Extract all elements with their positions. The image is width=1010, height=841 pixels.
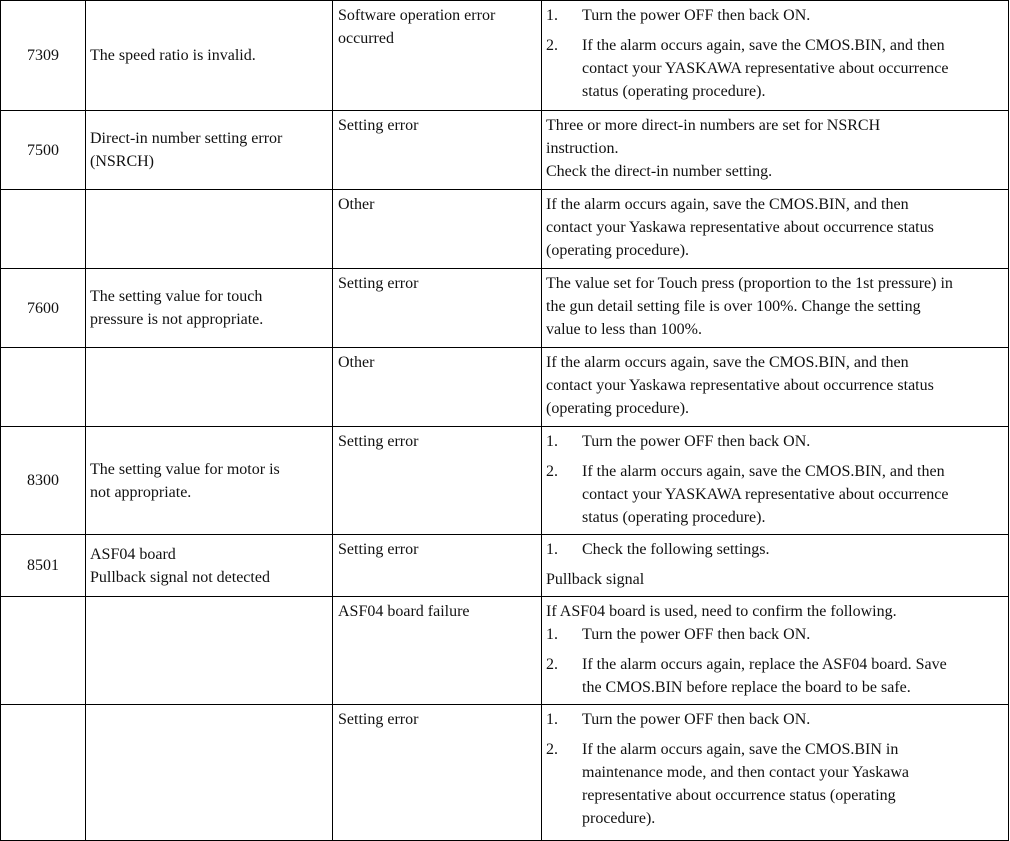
message-line: The setting value for touch [90, 288, 263, 305]
step-text: contact your YASKAWA representative about occurrence [582, 486, 949, 503]
table-row [1, 705, 1009, 841]
remedy-line: The value set for Touch press (proportion to the 1st pressure) in [546, 275, 953, 292]
remedy-line: If the alarm occurs again, save the CMOS.BIN, and then [546, 196, 909, 213]
remedy-step [546, 623, 1006, 646]
step-number: 2. [546, 37, 558, 54]
message-line: Pullback signal not detected [90, 568, 270, 586]
alarm-remedy [542, 190, 1009, 269]
alarm-code [1, 705, 86, 841]
table-row [1, 597, 1009, 705]
alarm-message [86, 427, 333, 535]
alarm-message [86, 190, 333, 269]
alarm-code [1, 190, 86, 269]
message-line: Direct-in number setting error [90, 130, 283, 147]
table-row [1, 269, 1009, 348]
alarm-remedy [542, 535, 1009, 597]
step-number: 1. [546, 626, 558, 643]
remedy-step [546, 738, 1006, 830]
remedy-line: instruction. [546, 140, 619, 157]
alarm-cause [333, 535, 542, 597]
remedy-step [546, 34, 1006, 103]
remedy-line: If ASF04 board is used, need to confirm the following. [546, 603, 897, 620]
step-text: Turn the power OFF then back ON. [582, 711, 811, 728]
remedy-step [546, 4, 1006, 27]
alarm-message [86, 1, 333, 111]
step-text: If the alarm occurs again, replace the ASF04 board. Save [582, 656, 947, 673]
step-text: Turn the power OFF then back ON. [582, 433, 811, 450]
alarm-code: 8501 [1, 535, 86, 597]
remedy-line: value to less than 100%. [546, 321, 702, 338]
cause-line: Setting error [338, 433, 419, 450]
remedy-line: If the alarm occurs again, save the CMOS.BIN, and then [546, 354, 909, 371]
step-text: Turn the power OFF then back ON. [582, 7, 811, 24]
step-text: status (operating procedure). [582, 83, 766, 100]
alarm-remedy [542, 348, 1009, 427]
remedy-step [546, 430, 1006, 453]
cause-line: Setting error [338, 117, 419, 134]
cause-line: Setting error [338, 541, 419, 558]
alarm-remedy [542, 597, 1009, 705]
step-number: 2. [546, 463, 558, 480]
alarm-cause [333, 1, 542, 111]
table-row [1, 1, 1009, 111]
alarm-code: 7600 [1, 269, 86, 348]
step-text: If the alarm occurs again, save the CMOS.BIN, and then [582, 463, 945, 480]
remedy-line: the gun detail setting file is over 100%. Change the setting [546, 298, 921, 315]
step-text: maintenance mode, and then contact your Yaskawa [582, 764, 910, 781]
message-line: pressure is not appropriate. [90, 311, 264, 328]
step-text: the CMOS.BIN before replace the board to be safe. [582, 679, 911, 696]
alarm-remedy [542, 427, 1009, 535]
remedy-line: contact your Yaskawa representative about occurrence status [546, 219, 934, 236]
cause-line: Other [338, 354, 375, 371]
alarm-cause [333, 269, 542, 348]
alarm-code [1, 348, 86, 427]
step-text: status (operating procedure). [582, 509, 766, 526]
alarm-code [1, 597, 86, 705]
alarm-cause [333, 190, 542, 269]
message-line: not appropriate. [90, 483, 192, 501]
step-number: 1. [546, 7, 558, 24]
alarm-table-body [1, 1, 1009, 841]
alarm-message [86, 705, 333, 841]
remedy-line: Check the direct-in number setting. [546, 163, 773, 180]
step-text: contact your YASKAWA representative about occurrence [582, 60, 949, 77]
table-row [1, 427, 1009, 535]
alarm-message [86, 111, 333, 190]
table-row [1, 190, 1009, 269]
table-row [1, 111, 1009, 190]
step-text: Check the following settings. [582, 541, 770, 558]
alarm-cause [333, 111, 542, 190]
step-number: 1. [546, 711, 558, 728]
message-line: The speed ratio is invalid. [90, 47, 256, 64]
cause-line: Software operation error [338, 7, 496, 24]
step-text: Turn the power OFF then back ON. [582, 626, 811, 643]
remedy-line: Pullback signal [546, 571, 645, 588]
remedy-step [546, 538, 1006, 561]
step-text: If the alarm occurs again, save the CMOS.BIN in [582, 741, 899, 758]
alarm-code: 8300 [1, 427, 86, 535]
alarm-message [86, 269, 333, 348]
alarm-cause [333, 427, 542, 535]
cause-line: ASF04 board failure [338, 603, 470, 620]
message-line: ASF04 board [90, 545, 176, 563]
alarm-message [86, 597, 333, 705]
alarm-cause [333, 348, 542, 427]
table-row [1, 348, 1009, 427]
cause-line: Other [338, 196, 375, 213]
alarm-code: 7309 [1, 1, 86, 111]
step-number: 2. [546, 656, 558, 673]
alarm-code: 7500 [1, 111, 86, 190]
alarm-remedy [542, 111, 1009, 190]
remedy-step [546, 708, 1006, 731]
cause-line: Setting error [338, 275, 419, 292]
alarm-message [86, 535, 333, 597]
step-text: procedure). [582, 810, 656, 827]
message-line: (NSRCH) [90, 153, 155, 170]
message-line: The setting value for motor is [90, 460, 280, 478]
alarm-cause [333, 705, 542, 841]
step-text: If the alarm occurs again, save the CMOS.BIN, and then [582, 37, 945, 54]
remedy-line: (operating procedure). [546, 400, 690, 417]
remedy-step [546, 460, 1006, 529]
remedy-line: (operating procedure). [546, 242, 690, 259]
cause-line: Setting error [338, 711, 419, 728]
step-text: representative about occurrence status (operating [582, 787, 896, 804]
alarm-cause [333, 597, 542, 705]
alarm-message [86, 348, 333, 427]
alarm-remedy [542, 269, 1009, 348]
remedy-line: Three or more direct-in numbers are set for NSRCH [546, 117, 881, 134]
remedy-line: contact your Yaskawa representative about occurrence status [546, 377, 934, 394]
step-number: 2. [546, 741, 558, 758]
alarm-remedy [542, 1, 1009, 111]
remedy-step [546, 653, 1006, 699]
step-number: 1. [546, 433, 558, 450]
step-number: 1. [546, 541, 558, 558]
table-row [1, 535, 1009, 597]
cause-line: occurred [338, 30, 394, 47]
alarm-remedy [542, 705, 1009, 841]
